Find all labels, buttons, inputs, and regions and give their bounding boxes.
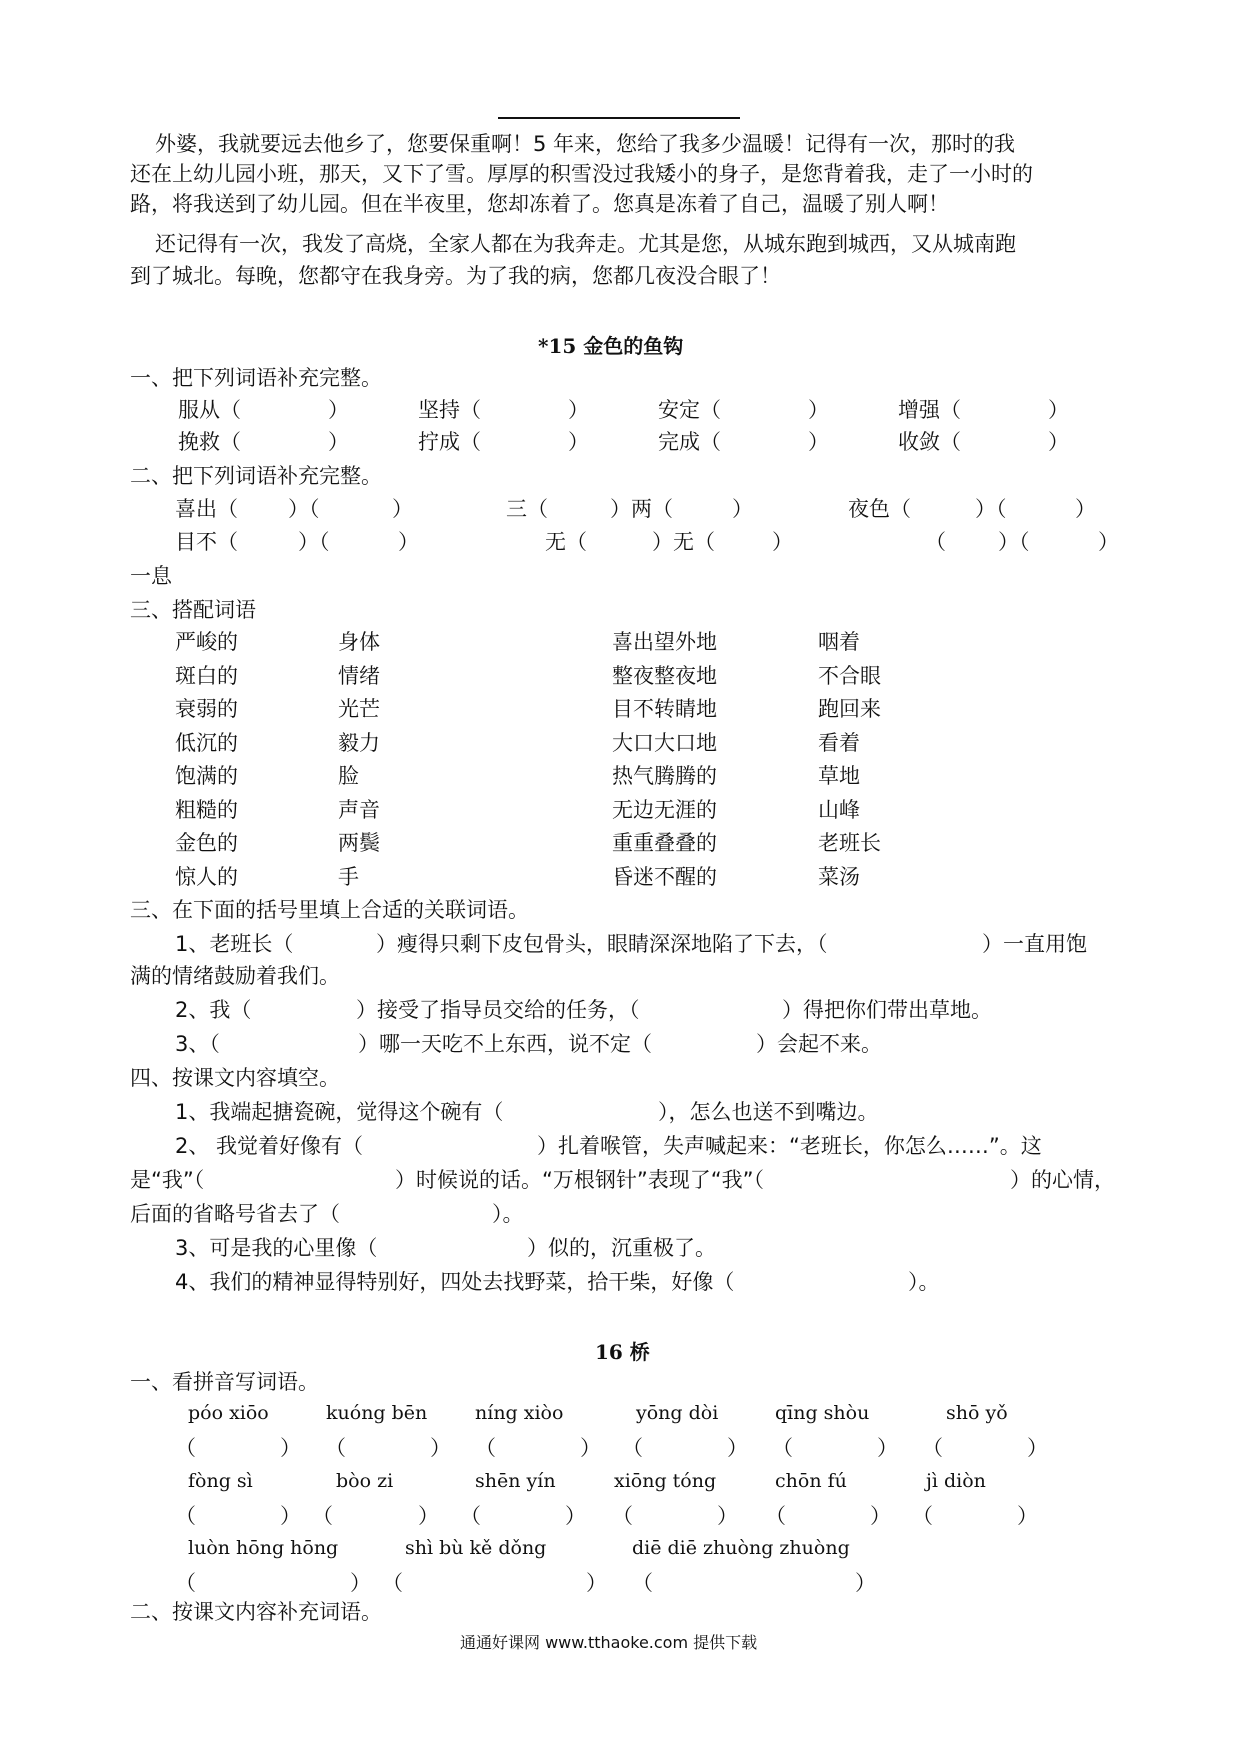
idiom-part: ）无（ (652, 530, 715, 554)
match-adjective: 惊人的 (175, 864, 238, 889)
answer-paren-close: ） (430, 1436, 451, 1460)
idiom-part: ） (392, 497, 413, 521)
match-adverb: 热气腾腾的 (612, 764, 717, 788)
answer-paren-close: ） (727, 1436, 748, 1460)
idiom-part: ）（ (998, 530, 1030, 554)
match-adverb: 无边无涯的 (612, 797, 717, 822)
match-adjective: 金色的 (175, 831, 238, 855)
match-noun: 脸 (338, 764, 359, 788)
question-1-part: 1、老班长（ (175, 932, 294, 956)
idiom-part: ） (732, 497, 753, 521)
pinyin-text: chōn fú (775, 1470, 847, 1492)
answer-paren-open: （ (175, 1504, 196, 1528)
match-noun: 毅力 (338, 730, 380, 755)
match-noun: 手 (338, 864, 359, 889)
idiom-part: ） (1075, 497, 1096, 521)
match-noun: 两鬓 (338, 831, 380, 855)
idiom-part: 夜色（ (848, 497, 911, 521)
word-prefix: 收敛（ (898, 430, 961, 454)
answer-paren-close: ） (855, 1571, 876, 1595)
paren-close: ） (328, 398, 349, 422)
match-target: 不合眼 (818, 663, 881, 688)
match-target: 草地 (818, 764, 860, 788)
pinyin-text: jì diòn (926, 1470, 986, 1492)
paren-close: ） (568, 398, 589, 422)
idiom-part: ） (772, 530, 793, 554)
pinyin-text: shì bù kě dǒng (405, 1537, 547, 1559)
answer-paren-open: （ (460, 1504, 481, 1528)
intro-line-5: 到了城北。每晚，您都守在我身旁。为了我的病，您都几夜没合眼了！ (130, 264, 781, 288)
pinyin-text: xiōng tóng (614, 1470, 717, 1492)
word-prefix: 坚持（ (418, 398, 481, 422)
idiom-tail: 一息 (130, 564, 172, 588)
match-adjective: 斑白的 (175, 663, 238, 688)
pinyin-text: diē diē zhuòng zhuòng (632, 1537, 850, 1559)
answer-paren-open: （ (632, 1571, 653, 1595)
word-prefix: 增强（ (898, 398, 961, 422)
question-1-part: ）一直用饱 (982, 932, 1087, 956)
idiom-part: （ (925, 530, 946, 554)
fill-blank-part: 后面的省略号省去了（ (130, 1202, 340, 1226)
word-prefix: 服从（ (178, 398, 241, 422)
match-target: 老班长 (818, 831, 881, 855)
idiom-part: 无（ (545, 530, 587, 554)
answer-paren-open: （ (312, 1504, 333, 1528)
question-1-part: 满的情绪鼓励着我们。 (130, 964, 340, 988)
pinyin-text: qīng shòu (775, 1402, 870, 1424)
section-heading: 三、在下面的括号里填上合适的关联词语。 (130, 898, 529, 922)
match-adverb: 重重叠叠的 (612, 831, 717, 855)
lesson-15-title: *15 金色的鱼钩 (538, 334, 684, 358)
fill-blank-part: 4、我们的精神显得特别好，四处去找野菜，拾干柴，好像（ (175, 1270, 735, 1294)
section-heading: 三、搭配词语 (130, 598, 256, 622)
pinyin-text: yōng dòi (636, 1402, 719, 1424)
fill-blank-part: ）的心情， (1010, 1168, 1115, 1192)
idiom-part: 三（ (506, 497, 548, 521)
answer-paren-close: ） (1017, 1504, 1038, 1528)
intro-line-3: 路，将我送到了幼儿园。但在半夜里，您却冻着了。您真是冻着了自己，温暖了别人啊！ (130, 192, 949, 216)
answer-paren-open: （ (922, 1436, 943, 1460)
match-target: 咽着 (818, 630, 860, 654)
paren-close: ） (568, 430, 589, 454)
pinyin-text: kuóng bēn (326, 1402, 428, 1424)
section-heading: 二、把下列词语补充完整。 (130, 464, 382, 488)
idiom-part: 目不（ (175, 530, 238, 554)
section-heading: 一、看拼音写词语。 (130, 1370, 319, 1394)
answer-paren-close: ） (350, 1571, 371, 1595)
answer-paren-close: ） (565, 1504, 586, 1528)
lesson-16-title: 16 桥 (595, 1340, 650, 1364)
question-3-part: 3、（ (175, 1032, 220, 1056)
answer-paren-open: （ (175, 1571, 196, 1595)
match-noun: 声音 (338, 797, 380, 822)
question-2-part: ）得把你们带出草地。 (782, 998, 992, 1022)
idiom-part: ）（ (298, 530, 330, 554)
question-3-part: ）会起不来。 (756, 1032, 882, 1056)
word-prefix: 安定（ (658, 398, 721, 422)
idiom-part: 喜出（ (175, 497, 238, 521)
fill-blank-part: 3、可是我的心里像（ (175, 1236, 378, 1260)
pinyin-text: fòng sì (188, 1470, 253, 1492)
question-3-part: ）哪一天吃不上东西，说不定（ (358, 1032, 652, 1056)
match-target: 看着 (818, 730, 860, 755)
question-2-part: ）接受了指导员交给的任务，（ (356, 998, 640, 1022)
answer-paren-open: （ (612, 1504, 633, 1528)
answer-paren-close: ） (717, 1504, 738, 1528)
match-noun: 身体 (338, 630, 380, 654)
question-1-part: ）瘦得只剩下皮包骨头，眼睛深深地陷了下去，（ (376, 932, 828, 956)
pinyin-text: póo xiōo (188, 1402, 269, 1424)
idiom-part: ）（ (975, 497, 1007, 521)
section-heading: 一、把下列词语补充完整。 (130, 366, 382, 390)
answer-paren-close: ） (586, 1571, 607, 1595)
paren-close: ） (808, 430, 829, 454)
match-target: 菜汤 (818, 864, 860, 889)
answer-paren-open: （ (912, 1504, 933, 1528)
paren-close: ） (808, 398, 829, 422)
match-target: 跑回来 (818, 697, 881, 721)
pinyin-text: bòo zi (336, 1470, 394, 1492)
top-rule (498, 117, 740, 119)
fill-blank-part: 是“我”（ (130, 1168, 205, 1192)
idiom-part: ） (1098, 530, 1119, 554)
answer-paren-close: ） (280, 1436, 301, 1460)
answer-paren-close: ） (580, 1436, 601, 1460)
match-adverb: 目不转睛地 (612, 697, 717, 721)
answer-paren-close: ） (877, 1436, 898, 1460)
footer-credit: 通通好课网 www.tthaoke.com 提供下载 (460, 1633, 758, 1652)
fill-blank-part: ）。 (908, 1270, 940, 1294)
pinyin-text: shō yǒ (946, 1402, 1008, 1424)
intro-line-2: 还在上幼儿园小班，那天，又下了雪。厚厚的积雪没过我矮小的身子，是您背着我，走了一小时的 (130, 162, 1033, 186)
answer-paren-close: ） (418, 1504, 439, 1528)
fill-blank-part: ）。 (492, 1202, 524, 1226)
answer-paren-open: （ (772, 1436, 793, 1460)
match-adverb: 整夜整夜地 (612, 663, 717, 688)
paren-close: ） (328, 430, 349, 454)
match-noun: 情绪 (338, 663, 380, 688)
intro-line-4: 还记得有一次，我发了高烧，全家人都在为我奔走。尤其是您，从城东跑到城西，又从城南跑 (155, 232, 1016, 256)
idiom-part: ）（ (288, 497, 320, 521)
word-prefix: 挽救（ (178, 430, 241, 454)
pinyin-text: shēn yín (475, 1470, 556, 1492)
question-2-part: 2、我（ (175, 998, 252, 1022)
match-adjective: 严峻的 (175, 630, 238, 654)
answer-paren-close: ） (870, 1504, 891, 1528)
answer-paren-open: （ (325, 1436, 346, 1460)
pinyin-text: níng xiòo (475, 1402, 564, 1424)
idiom-part: ）两（ (610, 497, 673, 521)
answer-paren-close: ） (1027, 1436, 1048, 1460)
intro-line-1: 外婆，我就要远去他乡了，您要保重啊！5 年来，您给了我多少温暖！记得有一次，那时的我 (155, 132, 1016, 156)
fill-blank-part: ）时候说的话。“万根钢针”表现了“我”（ (395, 1168, 765, 1192)
match-adjective: 衰弱的 (175, 697, 238, 721)
fill-blank-part: ）扎着喉管，失声喊起来：“老班长，你怎么……”。这 (537, 1134, 1042, 1158)
match-noun: 光芒 (338, 697, 380, 721)
match-adverb: 喜出望外地 (612, 630, 717, 654)
match-adverb: 大口大口地 (612, 730, 717, 755)
section-heading: 四、按课文内容填空。 (130, 1066, 340, 1090)
fill-blank-part: 2、 我觉着好像有（ (175, 1134, 364, 1158)
match-adverb: 昏迷不醒的 (612, 864, 717, 889)
match-adjective: 饱满的 (175, 764, 238, 788)
answer-paren-open: （ (475, 1436, 496, 1460)
match-adjective: 低沉的 (175, 730, 238, 755)
answer-paren-close: ） (280, 1504, 301, 1528)
fill-blank-part: ），怎么也送不到嘴边。 (658, 1100, 879, 1124)
answer-paren-open: （ (622, 1436, 643, 1460)
fill-blank-part: ）似的，沉重极了。 (527, 1236, 716, 1260)
section-heading: 二、按课文内容补充词语。 (130, 1600, 382, 1624)
pinyin-text: luòn hōng hōng (188, 1537, 339, 1559)
paren-close: ） (1048, 430, 1069, 454)
word-prefix: 拧成（ (418, 430, 481, 454)
fill-blank-part: 1、我端起搪瓷碗，觉得这个碗有（ (175, 1100, 504, 1124)
word-prefix: 完成（ (658, 430, 721, 454)
paren-close: ） (1048, 398, 1069, 422)
match-adjective: 粗糙的 (175, 797, 238, 822)
answer-paren-open: （ (382, 1571, 403, 1595)
match-target: 山峰 (818, 797, 860, 822)
idiom-part: ） (398, 530, 419, 554)
answer-paren-open: （ (765, 1504, 786, 1528)
answer-paren-open: （ (175, 1436, 196, 1460)
